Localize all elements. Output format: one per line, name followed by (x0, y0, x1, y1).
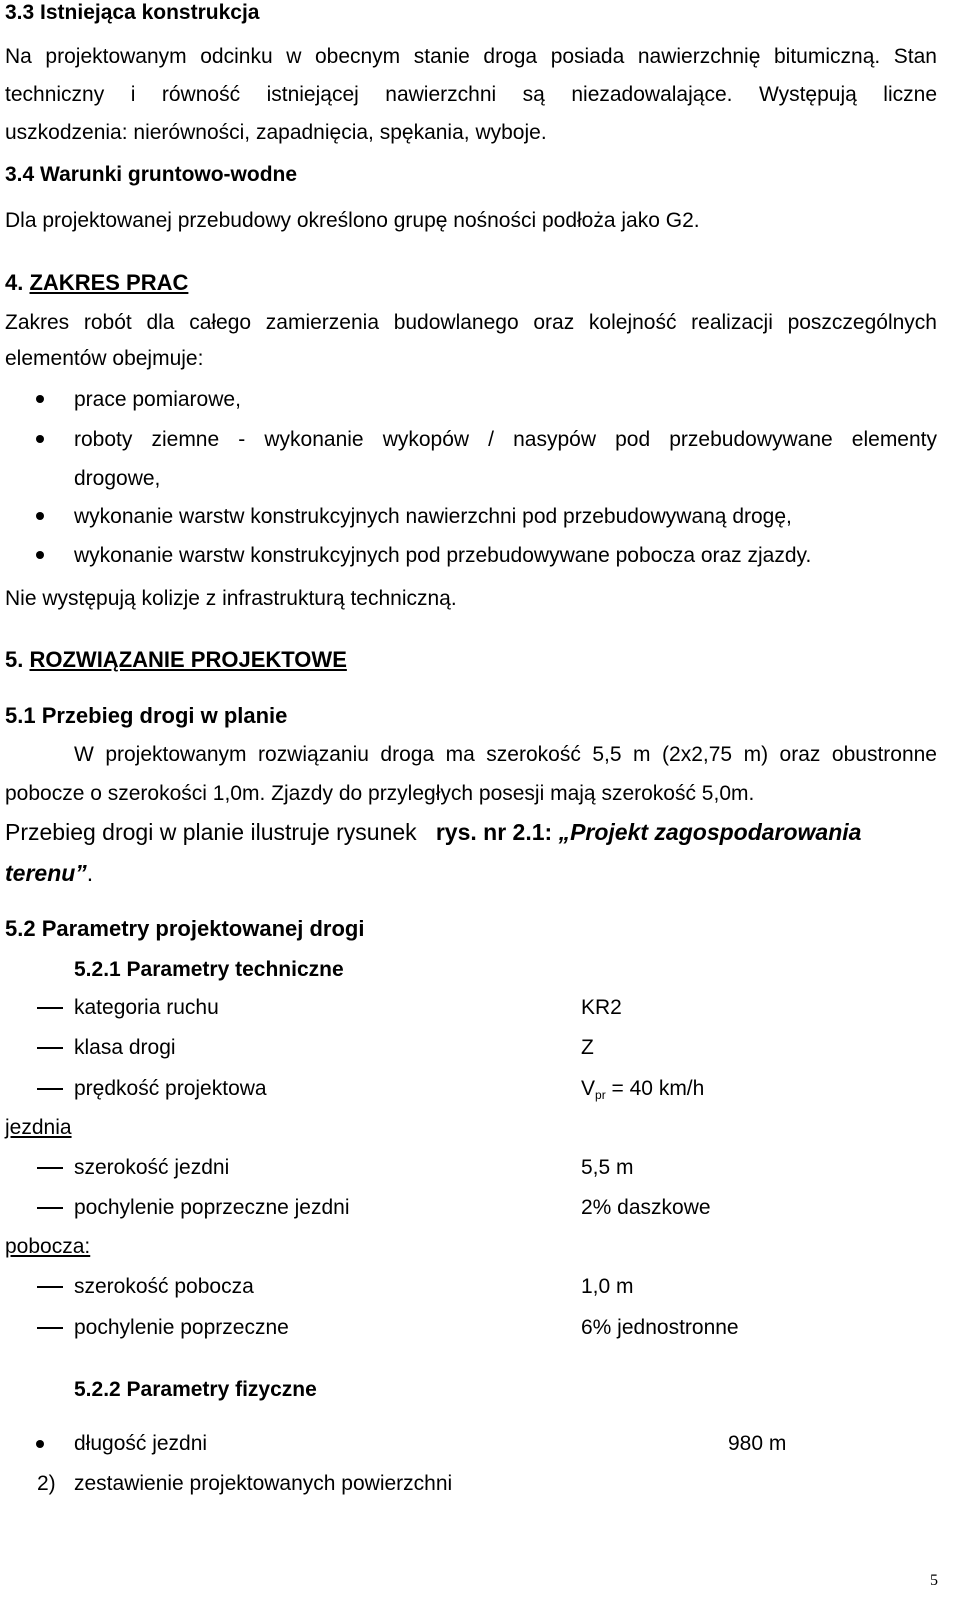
list-item: zestawienie projektowanych powierzchni (74, 1472, 453, 1495)
para-4-after: Nie występują kolizje z infrastrukturą techniczną. (5, 587, 457, 610)
drawing-reference-number: rys. nr 2.1: (435, 819, 553, 845)
param-label: długość jezdni (74, 1432, 208, 1455)
para-3-3-line3: uszkodzenia: nierówności, zapadnięcia, spękania, wyboje. (5, 121, 547, 144)
heading-5-num: 5. (5, 647, 24, 672)
bullet-dot (36, 551, 44, 559)
page-number: 5 (930, 1572, 938, 1589)
drawing-reference-line1 (5, 818, 861, 846)
param-value: 5,5 m (581, 1156, 634, 1179)
bullet-dot (36, 395, 44, 403)
param-label: szerokość jezdni (74, 1156, 230, 1179)
para-3-3-line2: techniczny i równość istniejącej nawierzchni są niezadowalające. Występują liczne (5, 83, 937, 106)
dash-marker (37, 1047, 63, 1049)
list-number: 2) (37, 1472, 56, 1495)
heading-3-3: 3.3 Istniejąca konstrukcja (5, 1, 260, 24)
param-value-speed (581, 1076, 704, 1108)
bullet-dot (36, 512, 44, 520)
param-label: szerokość pobocza (74, 1275, 254, 1298)
param-label: klasa drogi (74, 1036, 176, 1059)
heading-5-2-1: 5.2.1 Parametry techniczne (74, 958, 344, 981)
bullet-dot (36, 435, 44, 443)
param-value: 2% daszkowe (581, 1196, 711, 1219)
heading-4 (5, 270, 188, 296)
bullet-dot (36, 1440, 44, 1448)
dash-marker (37, 1327, 63, 1329)
drawing-reference-line2 (5, 859, 93, 887)
para-5-1-line1: W projektowanym rozwiązaniu droga ma szerokość 5,5 m (2x2,75 m) oraz obustronne (74, 743, 937, 766)
heading-5-1: 5.1 Przebieg drogi w planie (5, 703, 288, 728)
para-4-intro-line1: Zakres robót dla całego zamierzenia budowlanego oraz kolejność realizacji poszczególnych (5, 311, 937, 334)
list-item: roboty ziemne - wykonanie wykopów / nasypów pod przebudowywane elementy (74, 428, 937, 451)
param-label: kategoria ruchu (74, 996, 219, 1019)
drawing-reference-text: Przebieg drogi w planie ilustruje rysunek (5, 819, 417, 845)
list-item-continuation: drogowe, (74, 467, 161, 490)
drawing-reference-title-a: „Projekt zagospodarowania (558, 819, 862, 845)
drawing-reference-end: . (86, 860, 94, 886)
para-4-intro-line2: elementów obejmuje: (5, 347, 204, 370)
dash-marker (37, 1088, 63, 1090)
drawing-reference-title-b: terenu” (5, 860, 87, 886)
dash-marker (37, 1007, 63, 1009)
dash-marker (37, 1286, 63, 1288)
dash-marker (37, 1167, 63, 1169)
heading-4-num: 4. (5, 270, 24, 295)
group-label-jezdnia: jezdnia (5, 1116, 72, 1139)
param-value: 6% jednostronne (581, 1316, 739, 1339)
list-item: prace pomiarowe, (74, 388, 241, 411)
param-value: 1,0 m (581, 1275, 634, 1298)
para-3-3-line1: Na projektowanym odcinku w obecnym stanie droga posiada nawierzchnię bitumiczną. Stan (5, 45, 937, 68)
dash-marker (37, 1207, 63, 1209)
heading-5-title: ROZWIĄZANIE PROJEKTOWE (29, 647, 347, 672)
list-item: wykonanie warstw konstrukcyjnych pod przebudowywane pobocza oraz zjazdy. (74, 544, 812, 567)
param-value: KR2 (581, 996, 622, 1019)
heading-5-2-2: 5.2.2 Parametry fizyczne (74, 1378, 317, 1401)
para-5-1-line2: pobocze o szerokości 1,0m. Zjazdy do przyległych posesji mają szerokość 5,0m. (5, 782, 755, 805)
speed-subscript: pr (595, 1088, 606, 1102)
speed-value: = 40 km/h (605, 1077, 705, 1100)
heading-5-2: 5.2 Parametry projektowanej drogi (5, 916, 365, 941)
heading-5 (5, 647, 347, 673)
param-value: 980 m (728, 1432, 787, 1455)
param-label: prędkość projektowa (74, 1077, 267, 1100)
list-item: wykonanie warstw konstrukcyjnych nawierzchni pod przebudowywaną drogę, (74, 505, 792, 528)
param-label: pochylenie poprzeczne jezdni (74, 1196, 350, 1219)
heading-4-title: ZAKRES PRAC (29, 270, 189, 295)
speed-symbol: V (581, 1077, 596, 1100)
param-label: pochylenie poprzeczne (74, 1316, 289, 1339)
para-3-4: Dla projektowanej przebudowy określono grupę nośności podłoża jako G2. (5, 209, 700, 232)
group-label-pobocza: pobocza: (5, 1235, 91, 1258)
param-value: Z (581, 1036, 594, 1059)
heading-3-4: 3.4 Warunki gruntowo-wodne (5, 163, 298, 186)
